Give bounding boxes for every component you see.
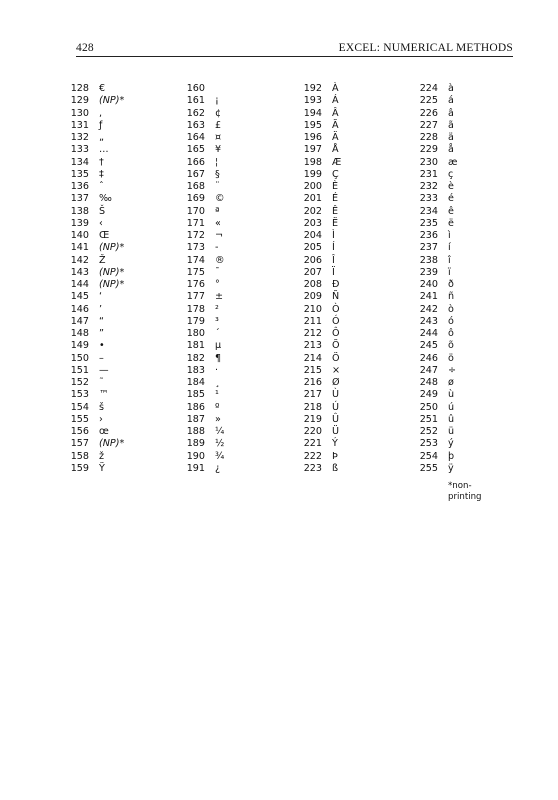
page-number: 428 (76, 42, 94, 54)
char-glyph: ¥ (215, 144, 222, 156)
char-glyph: ò (448, 303, 454, 315)
char-code: 235 (419, 217, 438, 229)
char-glyph: ô (448, 328, 454, 339)
char-glyph: Õ (332, 340, 340, 352)
char-glyph: Æ (332, 156, 342, 168)
char-code: 198 (303, 156, 322, 168)
char-code: 224 (419, 83, 438, 94)
footnote (448, 481, 508, 503)
char-glyph: ’ (99, 303, 103, 315)
char-code: 165 (186, 144, 205, 156)
char-glyph: Á (332, 95, 339, 107)
char-glyph: Ù (332, 389, 340, 401)
char-glyph: £ (215, 119, 222, 131)
char-code: 210 (303, 303, 322, 315)
char-glyph: Ô (332, 328, 340, 339)
char-code: 151 (70, 364, 89, 376)
char-code: 197 (303, 144, 322, 156)
char-glyph: (NP)* (99, 95, 125, 107)
char-glyph: … (99, 144, 109, 156)
char-glyph: ˆ (99, 181, 104, 192)
char-code: 188 (186, 426, 205, 437)
char-code: 215 (303, 364, 322, 376)
char-glyph: Ø (332, 377, 340, 388)
char-code: 217 (303, 389, 322, 401)
char-glyph: ½ (215, 438, 225, 450)
char-glyph: ¢ (215, 107, 222, 119)
char-glyph: õ (448, 340, 454, 352)
char-code: 171 (186, 217, 205, 229)
char-glyph: Œ (99, 230, 110, 241)
char-glyph: (NP)* (99, 438, 125, 450)
char-code: 246 (419, 352, 438, 364)
char-glyph: ÷ (448, 364, 457, 376)
char-code: 248 (419, 377, 438, 388)
char-glyph: ü (448, 426, 455, 437)
char-code: 244 (419, 328, 438, 339)
char-code: 175 (186, 266, 205, 278)
char-code: 255 (419, 462, 438, 474)
char-code: 219 (303, 413, 322, 425)
char-code: 213 (303, 340, 322, 352)
char-code: 158 (70, 450, 89, 462)
char-code: 249 (419, 389, 438, 401)
char-glyph: Ð (332, 279, 340, 290)
char-glyph: Ö (332, 352, 340, 364)
char-code: 139 (70, 217, 89, 229)
char-code: 187 (186, 413, 205, 425)
char-glyph: ¯ (215, 266, 220, 278)
char-glyph: « (215, 217, 221, 229)
char-code: 176 (186, 279, 205, 290)
char-code: 196 (303, 132, 322, 143)
char-code: 180 (186, 328, 205, 339)
char-code: 153 (70, 389, 89, 401)
char-code: 185 (186, 389, 205, 401)
char-code: 221 (303, 438, 322, 450)
char-code: 147 (70, 315, 89, 327)
char-glyph: Ñ (332, 291, 340, 303)
char-code: 211 (303, 315, 322, 327)
char-code: 242 (419, 303, 438, 315)
char-glyph: º (215, 401, 220, 413)
char-code: 135 (70, 168, 89, 180)
char-glyph: ý (448, 438, 454, 450)
char-glyph: À (332, 83, 339, 94)
char-glyph: Ã (332, 119, 339, 131)
char-glyph: ˜ (99, 377, 104, 388)
char-code: 183 (186, 364, 205, 376)
char-code: 223 (303, 462, 322, 474)
char-code: 220 (303, 426, 322, 437)
char-glyph: Î (332, 254, 335, 266)
char-glyph: (NP)* (99, 242, 125, 254)
char-code: 182 (186, 352, 205, 364)
char-glyph: ¨ (215, 181, 220, 192)
char-glyph: Ç (332, 168, 339, 180)
char-glyph: ‡ (99, 168, 104, 180)
char-glyph: Í (332, 242, 335, 254)
char-glyph: ÿ (448, 462, 454, 474)
char-glyph: ª (215, 205, 220, 217)
char-code: 160 (186, 83, 205, 94)
char-code: 137 (70, 193, 89, 205)
char-glyph: ´ (215, 328, 220, 339)
char-code: 194 (303, 107, 322, 119)
char-glyph: ¦ (215, 156, 219, 168)
char-glyph: ð (448, 279, 454, 290)
char-glyph: î (448, 254, 451, 266)
char-glyph: æ (448, 156, 458, 168)
char-glyph: ¹ (215, 389, 219, 401)
char-code: 184 (186, 377, 205, 388)
char-glyph: œ (99, 426, 109, 437)
char-code: 148 (70, 328, 89, 339)
char-code: 133 (70, 144, 89, 156)
char-code: 186 (186, 401, 205, 413)
char-glyph: Ý (332, 438, 338, 450)
char-glyph: ² (215, 303, 219, 315)
char-glyph: ó (448, 315, 454, 327)
char-code: 225 (419, 95, 438, 107)
char-code: 149 (70, 340, 89, 352)
char-code: 128 (70, 83, 89, 94)
char-code: 251 (419, 413, 438, 425)
char-glyph: µ (215, 340, 222, 352)
char-code: 216 (303, 377, 322, 388)
character-code-table (0, 83, 558, 473)
char-code: 172 (186, 230, 205, 241)
char-code: 170 (186, 205, 205, 217)
char-code: 205 (303, 242, 322, 254)
char-code: 145 (70, 291, 89, 303)
char-glyph: — (99, 364, 109, 376)
char-glyph: í (448, 242, 451, 254)
char-glyph: ù (448, 389, 455, 401)
char-glyph: ™ (99, 389, 109, 401)
char-code: 189 (186, 438, 205, 450)
char-code: 201 (303, 193, 322, 205)
char-code: 236 (419, 230, 438, 241)
char-glyph: ë (448, 217, 454, 229)
char-code: 191 (186, 462, 205, 474)
char-code: 166 (186, 156, 205, 168)
char-code: 173 (186, 242, 205, 254)
char-code: 209 (303, 291, 322, 303)
char-glyph: Ë (332, 217, 339, 229)
char-glyph: à (448, 83, 454, 94)
char-glyph: ‹ (99, 217, 103, 229)
char-glyph: Þ (332, 450, 338, 462)
char-glyph: ø (448, 377, 454, 388)
char-code: 232 (419, 181, 438, 192)
char-code: 181 (186, 340, 205, 352)
char-code: 179 (186, 315, 205, 327)
char-glyph: × (332, 364, 341, 376)
char-code: 243 (419, 315, 438, 327)
char-code: 238 (419, 254, 438, 266)
char-glyph: ì (448, 230, 451, 241)
char-glyph: É (332, 193, 339, 205)
footnote-line: *non- (448, 481, 472, 491)
char-glyph: • (99, 340, 105, 352)
char-glyph: è (448, 181, 454, 192)
char-glyph: - (215, 242, 219, 254)
char-code: 230 (419, 156, 438, 168)
char-code: 134 (70, 156, 89, 168)
char-code: 193 (303, 95, 322, 107)
char-code: 192 (303, 83, 322, 94)
char-code: 207 (303, 266, 322, 278)
char-code: 228 (419, 132, 438, 143)
char-glyph: ® (215, 254, 225, 266)
char-code: 214 (303, 352, 322, 364)
char-glyph: – (99, 352, 104, 364)
char-glyph: ¤ (215, 132, 222, 143)
char-glyph: ß (332, 462, 339, 474)
footnote-line: printing (448, 492, 482, 502)
char-glyph: ê (448, 205, 454, 217)
char-glyph: È (332, 181, 339, 192)
char-glyph: ú (448, 401, 455, 413)
char-code: 143 (70, 266, 89, 278)
char-code: 229 (419, 144, 438, 156)
char-code: 239 (419, 266, 438, 278)
char-code: 141 (70, 242, 89, 254)
char-code: 245 (419, 340, 438, 352)
char-glyph: “ (99, 315, 104, 327)
char-glyph: · (215, 364, 219, 376)
char-code: 222 (303, 450, 322, 462)
char-glyph: ä (448, 132, 454, 143)
char-code: 138 (70, 205, 89, 217)
char-code: 233 (419, 193, 438, 205)
char-glyph: Ó (332, 315, 340, 327)
char-glyph: „ (99, 132, 104, 143)
char-glyph: Š (99, 205, 106, 217)
char-glyph: ¶ (215, 352, 222, 364)
running-title: EXCEL: NUMERICAL METHODS (338, 42, 513, 54)
char-glyph: Ï (332, 266, 335, 278)
char-code: 146 (70, 303, 89, 315)
char-glyph: ¿ (215, 462, 221, 474)
char-code: 234 (419, 205, 438, 217)
char-code: 237 (419, 242, 438, 254)
char-glyph: ö (448, 352, 454, 364)
char-code: 163 (186, 119, 205, 131)
char-glyph: â (448, 107, 454, 119)
char-code: 131 (70, 119, 89, 131)
char-code: 190 (186, 450, 205, 462)
char-code: 252 (419, 426, 438, 437)
char-code: 164 (186, 132, 205, 143)
char-code: 231 (419, 168, 438, 180)
char-code: 150 (70, 352, 89, 364)
char-glyph: ¸ (215, 377, 220, 388)
char-code: 129 (70, 95, 89, 107)
char-glyph: þ (448, 450, 455, 462)
char-code: 159 (70, 462, 89, 474)
char-glyph: (NP)* (99, 279, 125, 290)
char-code: 142 (70, 254, 89, 266)
char-code: 156 (70, 426, 89, 437)
char-glyph: ç (448, 168, 454, 180)
char-code: 241 (419, 291, 438, 303)
char-glyph: ‰ (99, 193, 112, 205)
char-code: 226 (419, 107, 438, 119)
char-code: 144 (70, 279, 89, 290)
char-glyph: é (448, 193, 454, 205)
char-glyph: Ò (332, 303, 340, 315)
char-glyph: ¼ (215, 426, 225, 437)
char-glyph: Ü (332, 426, 340, 437)
char-glyph: Â (332, 107, 339, 119)
char-code: 206 (303, 254, 322, 266)
char-glyph: Ê (332, 205, 339, 217)
char-glyph: Ì (332, 230, 335, 241)
char-glyph: ³ (215, 315, 219, 327)
char-code: 140 (70, 230, 89, 241)
char-code: 212 (303, 328, 322, 339)
char-glyph: ¡ (215, 95, 219, 107)
char-glyph: ± (215, 291, 224, 303)
char-code: 157 (70, 438, 89, 450)
char-code: 132 (70, 132, 89, 143)
char-glyph: † (99, 156, 104, 168)
char-code: 177 (186, 291, 205, 303)
char-glyph: ƒ (99, 119, 103, 131)
char-code: 247 (419, 364, 438, 376)
char-glyph: ž (99, 450, 105, 462)
char-glyph: ” (99, 328, 104, 339)
char-glyph: © (215, 193, 225, 205)
char-code: 240 (419, 279, 438, 290)
char-glyph: ñ (448, 291, 455, 303)
char-code: 162 (186, 107, 205, 119)
char-glyph: ° (215, 279, 220, 290)
char-code: 200 (303, 181, 322, 192)
char-glyph: ï (448, 266, 451, 278)
char-code: 227 (419, 119, 438, 131)
char-code: 168 (186, 181, 205, 192)
char-glyph: ¾ (215, 450, 225, 462)
char-glyph: å (448, 144, 454, 156)
char-code: 199 (303, 168, 322, 180)
char-code: 167 (186, 168, 205, 180)
char-glyph: á (448, 95, 454, 107)
char-glyph: Û (332, 413, 340, 425)
char-glyph: ‘ (99, 291, 103, 303)
char-glyph: Ž (99, 254, 106, 266)
char-glyph: Ä (332, 132, 339, 143)
char-glyph: › (99, 413, 103, 425)
char-code: 218 (303, 401, 322, 413)
char-code: 254 (419, 450, 438, 462)
char-glyph: , (99, 107, 103, 119)
char-glyph: Å (332, 144, 339, 156)
char-code: 253 (419, 438, 438, 450)
char-code: 130 (70, 107, 89, 119)
char-glyph: ã (448, 119, 454, 131)
char-code: 174 (186, 254, 205, 266)
char-code: 169 (186, 193, 205, 205)
char-glyph: Ÿ (99, 462, 105, 474)
char-code: 195 (303, 119, 322, 131)
char-code: 178 (186, 303, 205, 315)
char-code: 152 (70, 377, 89, 388)
char-code: 136 (70, 181, 89, 192)
char-glyph: § (215, 168, 220, 180)
char-glyph: » (215, 413, 221, 425)
char-code: 161 (186, 95, 205, 107)
char-glyph: (NP)* (99, 266, 125, 278)
char-code: 208 (303, 279, 322, 290)
char-code: 155 (70, 413, 89, 425)
char-glyph: € (99, 83, 106, 94)
char-code: 250 (419, 401, 438, 413)
header-rule (76, 56, 513, 57)
char-glyph: ¬ (215, 230, 224, 241)
char-glyph: û (448, 413, 455, 425)
char-code: 154 (70, 401, 89, 413)
char-code: 203 (303, 217, 322, 229)
char-code: 204 (303, 230, 322, 241)
char-code: 202 (303, 205, 322, 217)
char-glyph: š (99, 401, 104, 413)
char-glyph: Ú (332, 401, 340, 413)
